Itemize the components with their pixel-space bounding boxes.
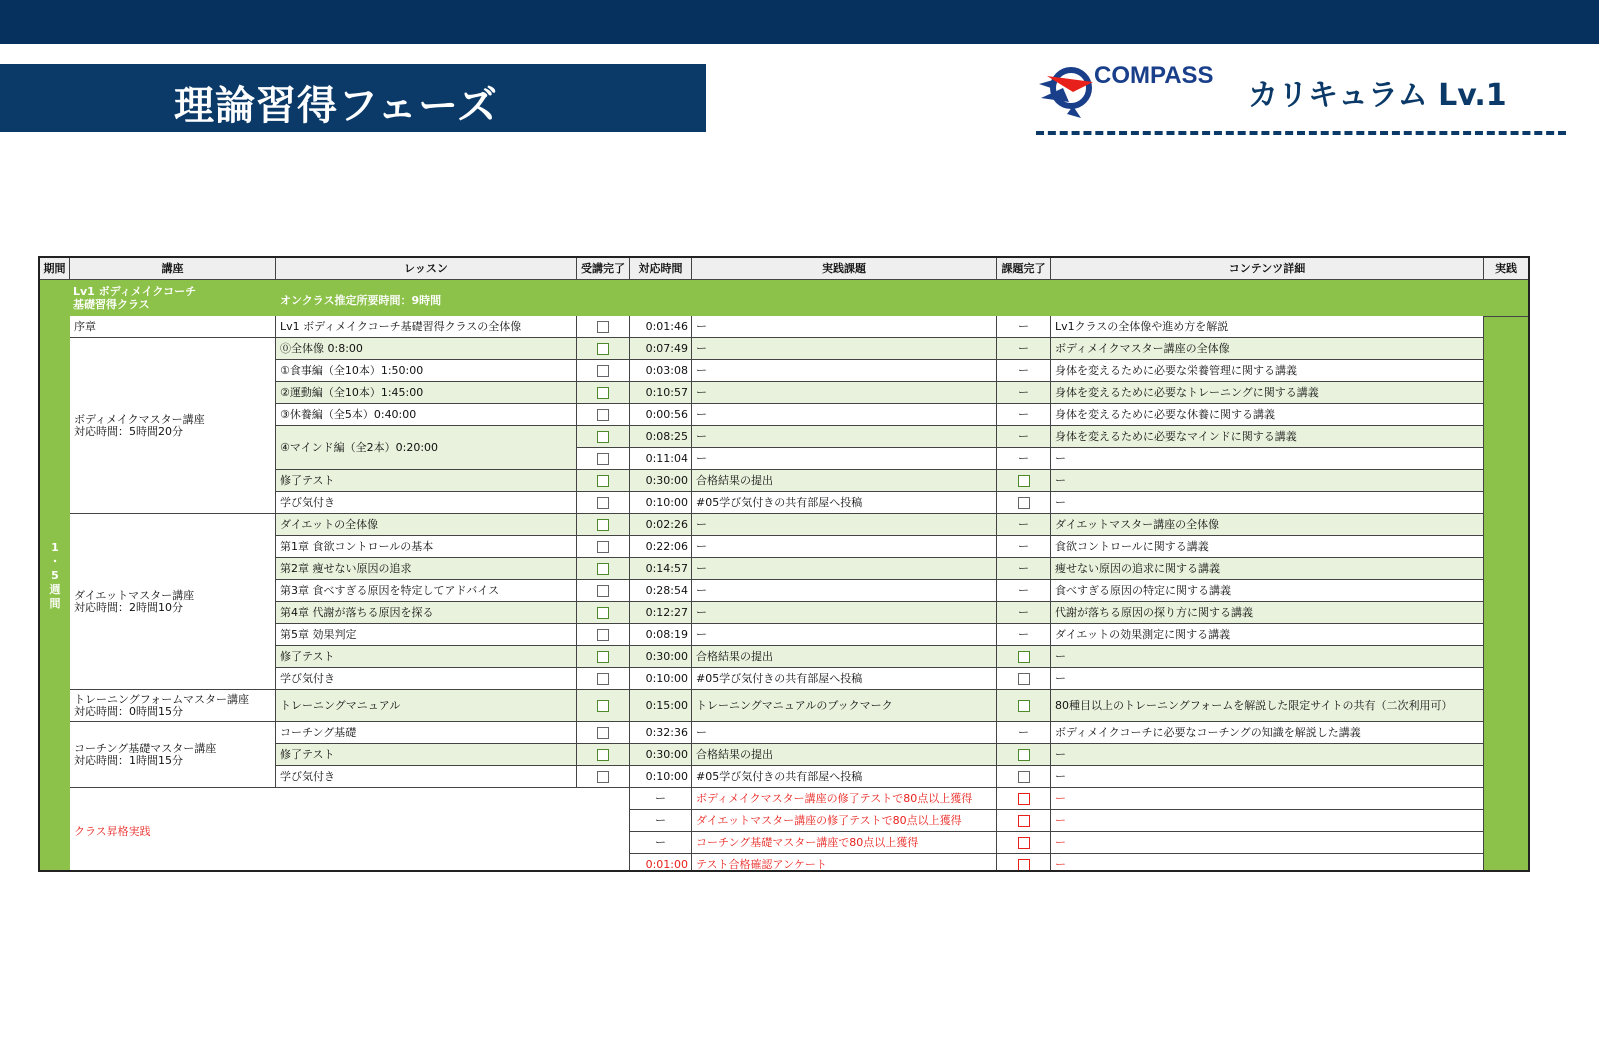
header-4: 対応時間 bbox=[630, 258, 692, 280]
practice-task: ー bbox=[692, 360, 997, 382]
lesson-done bbox=[577, 404, 630, 426]
checkbox[interactable] bbox=[1018, 749, 1030, 761]
content-detail: 80種目以上のトレーニングフォームを解説した限定サイトの共有（二次利用可） bbox=[1051, 690, 1484, 722]
duration: 0:11:04 bbox=[630, 448, 692, 470]
content-detail: ー bbox=[1051, 744, 1484, 766]
checkbox[interactable] bbox=[597, 629, 609, 641]
practice-task: #05学び気付きの共有部屋へ投稿 bbox=[692, 492, 997, 514]
practice-task: #05学び気付きの共有部屋へ投稿 bbox=[692, 668, 997, 690]
content-detail: 痩せない原因の追求に関する講義 bbox=[1051, 558, 1484, 580]
brand-name: COMPASS bbox=[1094, 62, 1214, 89]
duration: 0:02:26 bbox=[630, 514, 692, 536]
header-0: 期間 bbox=[40, 258, 70, 280]
course-time: 対応時間：2時間10分 bbox=[74, 600, 183, 614]
practice-task: コーチング基礎マスター講座で80点以上獲得 bbox=[692, 832, 997, 854]
content-detail: ダイエットマスター講座の全体像 bbox=[1051, 514, 1484, 536]
content-detail: ボディメイクコーチに必要なコーチングの知識を解説した講義 bbox=[1051, 722, 1484, 744]
checkbox[interactable] bbox=[597, 673, 609, 685]
phase-title: 理論習得フェーズ bbox=[174, 83, 498, 129]
duration: 0:12:27 bbox=[630, 602, 692, 624]
checkbox[interactable] bbox=[1018, 837, 1030, 849]
lesson-done bbox=[577, 646, 630, 668]
checkbox[interactable] bbox=[1018, 651, 1030, 663]
lesson-done bbox=[577, 514, 630, 536]
content-detail: 食べすぎる原因の特定に関する講義 bbox=[1051, 580, 1484, 602]
header-7: コンテンツ詳細 bbox=[1051, 258, 1484, 280]
checkbox[interactable] bbox=[597, 409, 609, 421]
practice-task: ー bbox=[692, 404, 997, 426]
header-8: 実践 bbox=[1484, 258, 1528, 280]
lesson-done bbox=[577, 580, 630, 602]
duration: 0:30:00 bbox=[630, 646, 692, 668]
task-done bbox=[997, 492, 1051, 514]
checkbox[interactable] bbox=[597, 749, 609, 761]
task-done bbox=[997, 854, 1051, 872]
content-detail: ー bbox=[1051, 766, 1484, 788]
content-detail: 身体を変えるために必要な休養に関する講義 bbox=[1051, 404, 1484, 426]
duration: 0:08:25 bbox=[630, 426, 692, 448]
course-name: コーチング基礎マスター講座 bbox=[74, 741, 217, 755]
checkbox[interactable] bbox=[597, 321, 609, 333]
content-detail: ー bbox=[1051, 810, 1484, 832]
practice-task: ー bbox=[692, 448, 997, 470]
checkbox[interactable] bbox=[1018, 673, 1030, 685]
lesson-cell: Lv1 ボディメイクコーチ基礎習得クラスの全体像 bbox=[276, 316, 577, 338]
practice-task: ー bbox=[692, 316, 997, 338]
lesson-cell: 第3章 食べすぎる原因を特定してアドバイス bbox=[276, 580, 577, 602]
task-done: ー bbox=[997, 360, 1051, 382]
practice-task: ー bbox=[692, 382, 997, 404]
course-name: ボディメイクマスター講座 bbox=[74, 412, 205, 426]
checkbox[interactable] bbox=[597, 431, 609, 443]
duration: ー bbox=[630, 788, 692, 810]
task-done bbox=[997, 766, 1051, 788]
period-char: 5 bbox=[51, 569, 59, 582]
checkbox[interactable] bbox=[597, 585, 609, 597]
task-done bbox=[997, 832, 1051, 854]
task-done: ー bbox=[997, 514, 1051, 536]
content-detail: ー bbox=[1051, 448, 1484, 470]
content-detail: ー bbox=[1051, 854, 1484, 872]
lesson-done bbox=[577, 722, 630, 744]
task-done bbox=[997, 744, 1051, 766]
lesson-done bbox=[577, 558, 630, 580]
checkbox[interactable] bbox=[597, 771, 609, 783]
curriculum-table bbox=[38, 256, 1530, 872]
practice-task: ボディメイクマスター講座の修了テストで80点以上獲得 bbox=[692, 788, 997, 810]
practice-task: ー bbox=[692, 602, 997, 624]
checkbox[interactable] bbox=[597, 563, 609, 575]
practice-task: ー bbox=[692, 426, 997, 448]
lesson-done bbox=[577, 624, 630, 646]
duration: 0:14:57 bbox=[630, 558, 692, 580]
class-estimate: オンクラス推定所要時間：9時間 bbox=[280, 294, 442, 307]
checkbox[interactable] bbox=[597, 453, 609, 465]
header-3: 受講完了 bbox=[577, 258, 630, 280]
lesson-done bbox=[577, 492, 630, 514]
header-1: 講座 bbox=[70, 258, 276, 280]
content-detail: 身体を変えるために必要なマインドに関する講義 bbox=[1051, 426, 1484, 448]
practice-task: ー bbox=[692, 624, 997, 646]
task-done bbox=[997, 646, 1051, 668]
practice-task: ー bbox=[692, 514, 997, 536]
content-detail: ー bbox=[1051, 788, 1484, 810]
task-done: ー bbox=[997, 338, 1051, 360]
period-cell bbox=[40, 280, 71, 872]
practice-task: ー bbox=[692, 722, 997, 744]
course-5 bbox=[70, 788, 630, 872]
duration: 0:32:36 bbox=[630, 722, 692, 744]
task-done: ー bbox=[997, 448, 1051, 470]
checkbox[interactable] bbox=[597, 497, 609, 509]
content-detail: ー bbox=[1051, 646, 1484, 668]
lesson-done bbox=[577, 448, 630, 470]
lesson-done bbox=[577, 744, 630, 766]
dashed-divider bbox=[1036, 131, 1566, 135]
content-detail: ー bbox=[1051, 492, 1484, 514]
content-detail: ー bbox=[1051, 470, 1484, 492]
lesson-done bbox=[577, 690, 630, 722]
practice-task: 合格結果の提出 bbox=[692, 646, 997, 668]
practice-task: 合格結果の提出 bbox=[692, 744, 997, 766]
lesson-cell: ③休養編（全5本）0:40:00 bbox=[276, 404, 577, 426]
lesson-done bbox=[577, 668, 630, 690]
checkbox[interactable] bbox=[1018, 700, 1030, 712]
task-done: ー bbox=[997, 580, 1051, 602]
lesson-done bbox=[577, 382, 630, 404]
content-detail: ー bbox=[1051, 832, 1484, 854]
task-done: ー bbox=[997, 316, 1051, 338]
lesson-cell: ④マインド編（全2本）0:20:00 bbox=[276, 426, 577, 470]
lesson-cell: コーチング基礎 bbox=[276, 722, 577, 744]
lesson-cell: 第5章 効果判定 bbox=[276, 624, 577, 646]
content-detail: 代謝が落ちる原因の探り方に関する講義 bbox=[1051, 602, 1484, 624]
duration: 0:03:08 bbox=[630, 360, 692, 382]
lesson-cell: 修了テスト bbox=[276, 744, 577, 766]
lesson-done bbox=[577, 316, 630, 338]
task-done: ー bbox=[997, 558, 1051, 580]
checkbox[interactable] bbox=[1018, 859, 1030, 871]
checkbox[interactable] bbox=[1018, 815, 1030, 827]
checkbox[interactable] bbox=[597, 475, 609, 487]
practice-task: ダイエットマスター講座の修了テストで80点以上獲得 bbox=[692, 810, 997, 832]
checkbox[interactable] bbox=[597, 387, 609, 399]
practice-task: ー bbox=[692, 580, 997, 602]
course-0 bbox=[70, 316, 276, 338]
task-done: ー bbox=[997, 536, 1051, 558]
duration: 0:30:00 bbox=[630, 470, 692, 492]
task-done: ー bbox=[997, 722, 1051, 744]
phase-title-bar bbox=[0, 64, 706, 132]
lesson-cell: 学び気付き bbox=[276, 492, 577, 514]
lesson-cell: 修了テスト bbox=[276, 470, 577, 492]
class-title: Lv1 ボディメイクコーチ 基礎習得クラス bbox=[73, 285, 197, 311]
duration: 0:01:00 bbox=[630, 854, 692, 872]
duration: 0:28:54 bbox=[630, 580, 692, 602]
practice-task: 合格結果の提出 bbox=[692, 470, 997, 492]
duration: 0:22:06 bbox=[630, 536, 692, 558]
content-detail: 身体を変えるために必要なトレーニングに関する講義 bbox=[1051, 382, 1484, 404]
content-detail: ダイエットの効果測定に関する講義 bbox=[1051, 624, 1484, 646]
course-4 bbox=[70, 722, 276, 788]
lesson-cell: 第1章 食欲コントロールの基本 bbox=[276, 536, 577, 558]
class-header bbox=[70, 280, 1528, 317]
task-done bbox=[997, 668, 1051, 690]
lesson-done bbox=[577, 426, 630, 448]
period-char: 1 bbox=[51, 541, 59, 554]
duration: 0:10:57 bbox=[630, 382, 692, 404]
practice-task: テスト合格確認アンケート bbox=[692, 854, 997, 872]
lesson-cell: 学び気付き bbox=[276, 766, 577, 788]
duration: 0:10:00 bbox=[630, 668, 692, 690]
content-detail: 身体を変えるために必要な栄養管理に関する講義 bbox=[1051, 360, 1484, 382]
lesson-cell: 学び気付き bbox=[276, 668, 577, 690]
checkbox[interactable] bbox=[1018, 497, 1030, 509]
course-name: トレーニングフォームマスター講座 bbox=[74, 692, 250, 706]
duration: 0:00:56 bbox=[630, 404, 692, 426]
checkbox[interactable] bbox=[1018, 475, 1030, 487]
checkbox[interactable] bbox=[597, 519, 609, 531]
checkbox[interactable] bbox=[1018, 793, 1030, 805]
lesson-done bbox=[577, 766, 630, 788]
lesson-cell: ダイエットの全体像 bbox=[276, 514, 577, 536]
duration: 0:08:19 bbox=[630, 624, 692, 646]
course-2 bbox=[70, 514, 276, 690]
task-done bbox=[997, 690, 1051, 722]
task-done: ー bbox=[997, 602, 1051, 624]
content-detail: 食欲コントロールに関する講義 bbox=[1051, 536, 1484, 558]
course-time: 対応時間：1時間15分 bbox=[74, 753, 183, 767]
header-2: レッスン bbox=[276, 258, 577, 280]
lesson-cell: 第4章 代謝が落ちる原因を探る bbox=[276, 602, 577, 624]
course-time: 対応時間：0時間15分 bbox=[74, 704, 183, 718]
lesson-cell: ②運動編（全10本）1:45:00 bbox=[276, 382, 577, 404]
duration: 0:15:00 bbox=[630, 690, 692, 722]
duration: 0:10:00 bbox=[630, 492, 692, 514]
curriculum-level: カリキュラム Lv.1 bbox=[1248, 78, 1507, 113]
period-char: ・ bbox=[49, 555, 61, 568]
course-time: 対応時間：5時間20分 bbox=[74, 424, 183, 438]
lesson-cell: トレーニングマニュアル bbox=[276, 690, 577, 722]
practice-task: ー bbox=[692, 338, 997, 360]
practice-task: ー bbox=[692, 558, 997, 580]
checkbox[interactable] bbox=[597, 700, 609, 712]
duration: ー bbox=[630, 810, 692, 832]
practice-task: トレーニングマニュアルのブックマーク bbox=[692, 690, 997, 722]
course-1 bbox=[70, 338, 276, 514]
checkbox[interactable] bbox=[597, 651, 609, 663]
lesson-cell: ⓪全体像 0:8:00 bbox=[276, 338, 577, 360]
lesson-done bbox=[577, 602, 630, 624]
practice-task: ー bbox=[692, 536, 997, 558]
checkbox[interactable] bbox=[597, 541, 609, 553]
duration: ー bbox=[630, 832, 692, 854]
content-detail: Lv1クラスの全体像や進め方を解説 bbox=[1051, 316, 1484, 338]
content-detail: ー bbox=[1051, 668, 1484, 690]
period-char: 週 bbox=[49, 583, 61, 596]
period-char: 間 bbox=[49, 597, 61, 610]
checkbox[interactable] bbox=[597, 365, 609, 377]
course-3 bbox=[70, 690, 276, 722]
course-name: クラス昇格実践 bbox=[74, 824, 151, 838]
task-done: ー bbox=[997, 382, 1051, 404]
task-done bbox=[997, 470, 1051, 492]
lesson-cell: 修了テスト bbox=[276, 646, 577, 668]
task-done: ー bbox=[997, 426, 1051, 448]
lesson-done bbox=[577, 360, 630, 382]
task-done bbox=[997, 810, 1051, 832]
duration: 0:30:00 bbox=[630, 744, 692, 766]
header-6: 課題完了 bbox=[997, 258, 1051, 280]
practice-task: #05学び気付きの共有部屋へ投稿 bbox=[692, 766, 997, 788]
checkbox[interactable] bbox=[597, 607, 609, 619]
course-name: ダイエットマスター講座 bbox=[74, 588, 195, 602]
task-done: ー bbox=[997, 404, 1051, 426]
checkbox[interactable] bbox=[597, 343, 609, 355]
course-name: 序章 bbox=[74, 319, 96, 333]
checkbox[interactable] bbox=[1018, 771, 1030, 783]
top-banner bbox=[0, 0, 1599, 44]
task-done: ー bbox=[997, 624, 1051, 646]
lesson-done bbox=[577, 470, 630, 492]
duration: 0:07:49 bbox=[630, 338, 692, 360]
lesson-cell: 第2章 痩せない原因の追求 bbox=[276, 558, 577, 580]
header-5: 実践課題 bbox=[692, 258, 997, 280]
lesson-cell: ①食事編（全10本）1:50:00 bbox=[276, 360, 577, 382]
lesson-done bbox=[577, 536, 630, 558]
lesson-done bbox=[577, 338, 630, 360]
duration: 0:01:46 bbox=[630, 316, 692, 338]
checkbox[interactable] bbox=[597, 727, 609, 739]
duration: 0:10:00 bbox=[630, 766, 692, 788]
content-detail: ボディメイクマスター講座の全体像 bbox=[1051, 338, 1484, 360]
task-done bbox=[997, 788, 1051, 810]
